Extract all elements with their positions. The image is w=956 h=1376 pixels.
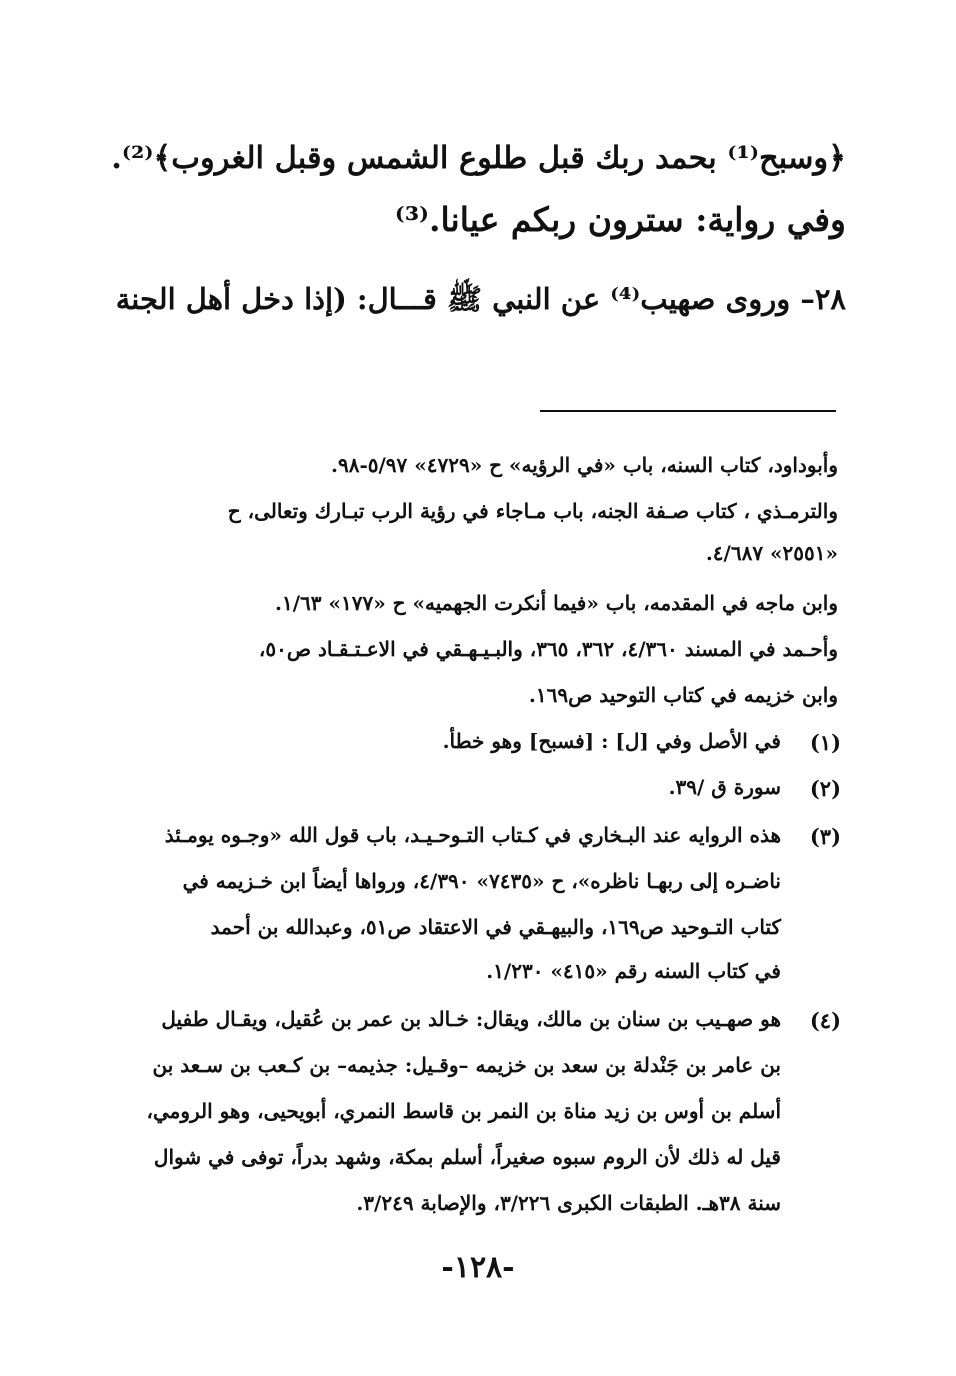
footnote-line: سورة ق /٣٩. [668, 775, 781, 799]
footnote-line: هذه الروايه عند البـخاري في كـتاب التـوحـيـد، باب قول الله «وجـوه يومـئذ [164, 823, 781, 847]
footnote-continuation-line: وابن خزيمه في كتاب التوحيد ص١٦٩. [528, 683, 838, 707]
footnote-number: (٤) [809, 1008, 841, 1033]
footnote-line: بن عامر بن جَنْدلة بن سعد بن خزيمه –وقـيل: جذيمه– بن كـعب بن سـعد بن [152, 1053, 781, 1077]
footnote-line: ناضـره إلى ربهـا ناظره»، ح «٧٤٣٥» ٤/٣٩٠، ورواها أيضاً ابن خـزيمه في [182, 869, 781, 893]
footnote-number: (٣) [809, 824, 841, 849]
footnote-line: أسلم بن أوس بن زيد مناة بن النمر بن قاسط النمري، أبويحيى، وهو الرومي، [146, 1099, 781, 1123]
footnote-line: في كتاب السنه رقم «٤١٥» ١/٢٣٠. [486, 959, 781, 983]
footnote-number: (١) [809, 730, 841, 755]
footnote-continuation-line: وأحـمد في المسند ٤/٣٦٠، ٣٦٢، ٣٦٥، والبـيـهـقي في الاعـتـقـاد ص٥٠، [258, 637, 838, 661]
footnote-continuation-line: وابن ماجه في المقدمه، باب «فيما أنكرت الجهميه» ح «١٧٧» ١/٦٣. [275, 591, 838, 615]
footnote-line: كتاب التـوحيد ص١٦٩، والبيهـقي في الاعتقاد ص٥١، وعبدالله بن أحمد [210, 915, 781, 939]
page-number: -١٢٨- [441, 1250, 515, 1285]
footnote-line: سنة ٣٨هـ. الطبقات الكبرى ٣/٢٢٦، والإصابة ٣/٢٤٩. [356, 1191, 781, 1215]
main-text-line-1: ﴿وسبح⁽¹⁾ بحمد ربك قبل طلوع الشمس وقبل الغروب﴾⁽²⁾. [111, 140, 846, 176]
footnote-continuation-line: وأبوداود، كتاب السنه، باب «في الرؤيه» ح «٤٧٢٩» ٥/٩٧-٩٨. [330, 453, 838, 477]
footnote-continuation-line: والترمـذي ، كتاب صـفة الجنه، باب مـاجاء في رؤية الرب تبـارك وتعالى، ح [227, 499, 838, 523]
footnote-line: في الأصل وفي [ل] : [فسبح] وهو خطأ. [442, 729, 781, 753]
footnote-divider [540, 410, 836, 412]
footnote-number: (٢) [809, 776, 841, 801]
footnote-line: قيل له ذلك لأن الروم سبوه صغيراً، أسلم بمكة، وشهد بدراً، توفى في شوال [153, 1145, 781, 1169]
footnote-continuation-line: «٢٥٥١» ٤/٦٨٧. [705, 541, 838, 565]
footnote-line: هو صهـيب بن سنان بن مالك، ويقال: خـالد بن عمر بن عُقيل، ويقـال طفيل [161, 1007, 781, 1031]
main-text-line-3: ٢٨– وروى صهيب⁽⁴⁾ عن النبي ﷺ قـــال: (إذا دخل أهل الجنة [115, 282, 846, 316]
main-text-line-2: وفي رواية: سترون ربكم عيانا.⁽³⁾ [394, 200, 846, 239]
